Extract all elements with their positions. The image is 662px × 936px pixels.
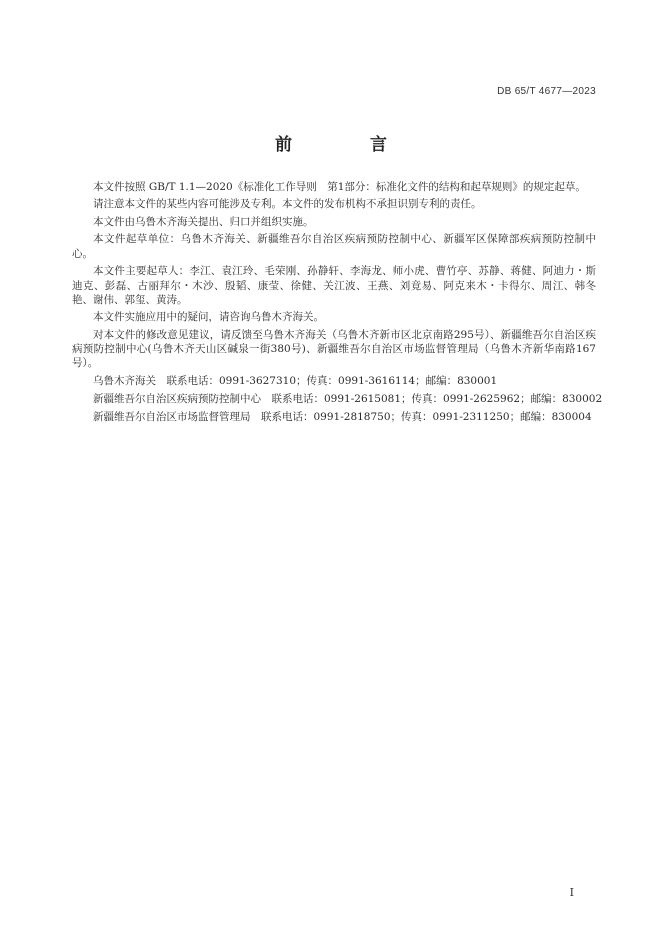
paragraph-drafters: 本文件主要起草人：李江、袁江玲、毛荣刚、孙静轩、李海龙、师小虎、曹竹亭、苏静、蒋健、阿迪力・斯迪克、彭磊、古丽拜尔・木沙、殷韬、康莹、徐健、关江波、王燕、刘竟易、阿克来木・卡得尔、周江、韩冬艳、谢伟、郭玺、黄涛。 [72,265,596,306]
paragraph-drafting-basis: 本文件按照 GB/T 1.1—2020《标准化工作导则 第1部分：标准化文件的结构和起草规则》的规定起草。 [93,181,586,193]
paragraph-inquiry: 本文件实施应用中的疑问，请咨询乌鲁木齐海关。 [93,311,324,324]
paragraph-patent-notice: 请注意本文件的某些内容可能涉及专利。本文件的发布机构不承担识别专利的责任。 [93,198,482,211]
contact-line-market-regulation: 新疆维吾尔自治区市场监督管理局 联系电话：0991-2818750；传真：0991-2311250；邮编：830004 [93,411,592,424]
page-number: I [569,886,574,899]
paragraph-feedback: 对本文件的修改意见建议，请反馈至乌鲁木齐海关（乌鲁木齐新市区北京南路295号）、新疆维吾尔自治区疾病预防控制中心(乌鲁木齐天山区碱泉一街380号)、新疆维吾尔自治区市场监督管理局（乌鲁木齐新华南路167号）。 [72,328,596,370]
contact-line-cdc: 新疆维吾尔自治区疾病预防控制中心 联系电话：0991-2615081；传真：0991-2625962；邮编：830002 [93,393,603,406]
paragraph-proposer: 本文件由乌鲁木齐海关提出、归口并组织实施。 [93,215,314,228]
document-code: DB 65/T 4677—2023 [497,86,596,97]
page-title: 前 言 [275,135,423,155]
paragraph-drafting-units: 本文件起草单位：乌鲁木齐海关、新疆维吾尔自治区疾病预防控制中心、新疆军区保障部疾病预防控制中心。 [72,233,596,260]
contact-line-customs: 乌鲁木齐海关 联系电话：0991-3627310；传真：0991-3616114；邮编：830001 [93,374,498,387]
foreword-body [72,180,603,429]
